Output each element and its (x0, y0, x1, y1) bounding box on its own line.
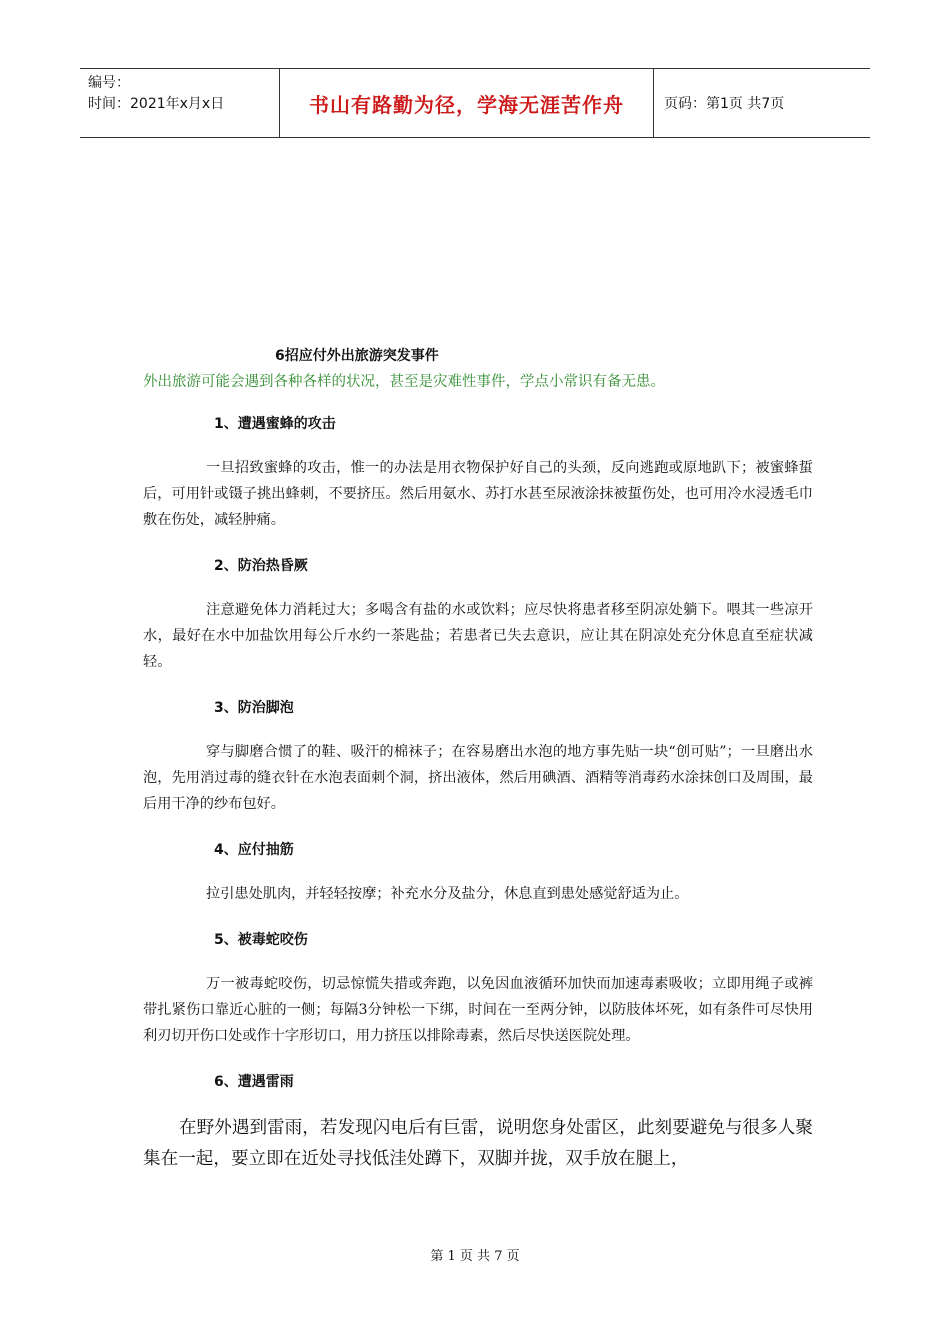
section-body: 穿与脚磨合惯了的鞋、吸汗的棉袜子；在容易磨出水泡的地方事先贴一块“创可贴”；一旦磨出水泡，先用消过毒的缝衣针在水泡表面刺个洞，挤出液体，然后用碘酒、酒精等消毒药水涂抹创口及周围，最后用干净的纱布包好。 (143, 744, 813, 812)
section-thunderstorm (143, 1071, 813, 1175)
section-title: 1、遭遇蜜蜂的攻击 (214, 416, 336, 432)
section-title: 6、遭遇雷雨 (214, 1074, 294, 1090)
section-body: 在野外遇到雷雨，若发现闪电后有巨雷，说明您身处雷区，此刻要避免与很多人聚集在一起，要立即在近处寻找低洼处蹲下，双脚并拢，双手放在腿上， (143, 1118, 813, 1169)
section-heat-syncope (143, 555, 813, 675)
header-meta (80, 69, 280, 137)
date-label: 时间：2021年x月x日 (88, 96, 225, 112)
section-title: 5、被毒蛇咬伤 (214, 932, 308, 948)
section-title: 3、防治脚泡 (214, 700, 294, 716)
page-header (80, 68, 870, 138)
document-body (143, 345, 813, 1197)
section-title: 4、应付抽筋 (214, 842, 294, 858)
section-bee-attack (143, 413, 813, 533)
section-body: 一旦招致蜜蜂的攻击，惟一的办法是用衣物保护好自己的头颈，反向逃跑或原地趴下；被蜜蜂蜇后，可用针或镊子挑出蜂刺，不要挤压。然后用氨水、苏打水甚至尿液涂抹被蜇伤处，也可用冷水浸透毛巾敷在伤处，减轻肿痛。 (143, 460, 813, 528)
section-blisters (143, 697, 813, 817)
header-motto: 书山有路勤为径，学海无涯苦作舟 (280, 69, 654, 137)
document-intro: 外出旅游可能会遇到各种各样的状况，甚至是灾难性事件，学点小常识有备无患。 (143, 374, 665, 390)
number-label: 编号： (88, 75, 130, 91)
header-page-info: 页码：第1页 共7页 (664, 96, 785, 112)
document-title: 6招应付外出旅游突发事件 (275, 348, 439, 364)
section-body: 万一被毒蛇咬伤，切忌惊慌失措或奔跑，以免因血液循环加快而加速毒素吸收；立即用绳子或裤带扎紧伤口靠近心脏的一侧；每隔3分钟松一下绑，时间在一至两分钟，以防肢体坏死，如有条件可尽快用利刃切开伤口处或作十字形切口，用力挤压以排除毒素，然后尽快送医院处理。 (143, 976, 813, 1044)
section-body: 拉引患处肌肉，并轻轻按摩；补充水分及盐分，休息直到患处感觉舒适为止。 (206, 886, 689, 902)
section-title: 2、防治热昏厥 (214, 558, 308, 574)
section-cramps (143, 839, 813, 907)
page-footer: 第 1 页 共 7 页 (430, 1249, 520, 1264)
section-body: 注意避免体力消耗过大；多喝含有盐的水或饮料；应尽快将患者移至阴凉处躺下。喂其一些凉开水，最好在水中加盐饮用每公斤水约一茶匙盐；若患者已失去意识，应让其在阴凉处充分休息直至症状减轻。 (143, 602, 813, 670)
section-snake-bite (143, 929, 813, 1049)
